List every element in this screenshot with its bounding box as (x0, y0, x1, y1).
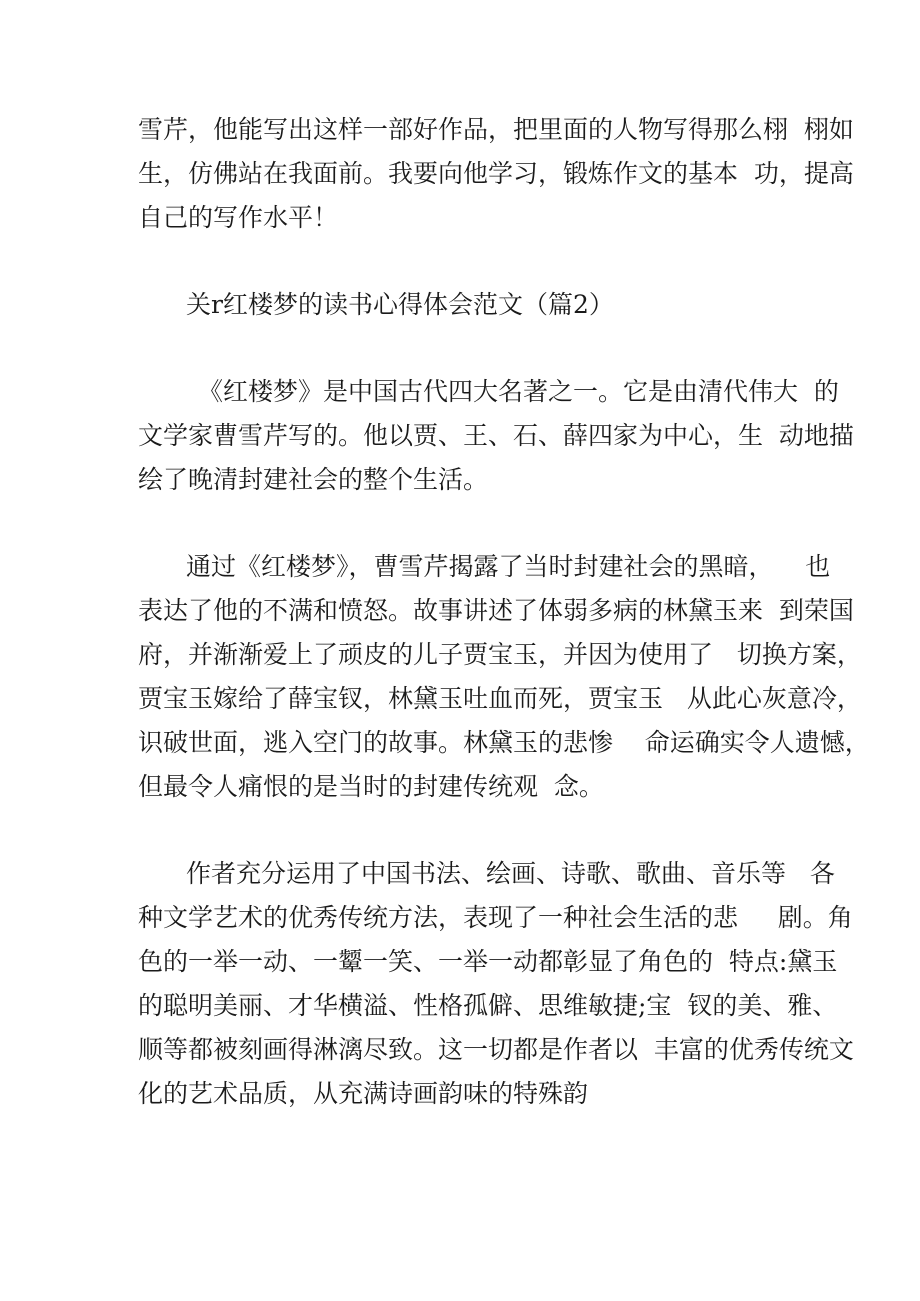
paragraph-line: 生，仿佛站在我面前。我要向他学习，锻炼作文的基本 功，提高 (138, 159, 854, 188)
paragraph-line: 的聪明美丽、才华横溢、性格孤僻、思维敏捷;宝 钗的美、雅、 (138, 991, 838, 1020)
paragraph-line: 表达了他的不满和愤怒。故事讲述了体弱多病的林黛玉来 到荣国 (138, 596, 854, 625)
paragraph-line: 贾宝玉嫁给了薛宝钗，林黛玉吐血而死，贾宝玉 从此心灰意冷， (138, 684, 862, 713)
paragraph-line: 但最令人痛恨的是当时的封建传统观 念。 (138, 772, 604, 801)
section-heading: 关r红楼梦的读书心得体会范文（篇2） (186, 290, 614, 319)
paragraph-line: 化的艺术品质，从充满诗画韵味的特殊韵 (138, 1079, 589, 1108)
paragraph-line: 府，并渐渐爱上了顽皮的儿子贾宝玉，并因为使用了 切换方案， (138, 640, 862, 669)
paragraph-line: 雪芹，他能写出这样一部好作品，把里面的人物写得那么栩 栩如 (138, 115, 854, 144)
paragraph-line: 色的一举一动、一颦一笑、一举一动都彰显了角色的 特点:黛玉 (138, 947, 838, 976)
paragraph-line: 自己的写作水平！ (138, 203, 339, 232)
paragraph-line: 文学家曹雪芹写的。他以贾、王、石、薛四家为中心，生 动地描 (138, 421, 854, 450)
paragraph-line: 种文学艺术的优秀传统方法，表现了一种社会生活的悲 剧。角 (138, 903, 853, 932)
paragraph-line: 识破世面，逃入空门的故事。林黛玉的悲惨 命运确实令人遗憾， (138, 728, 870, 757)
paragraph-line: 顺等都被刻画得淋漓尽致。这一切都是作者以 丰富的优秀传统文 (138, 1035, 854, 1064)
paragraph-line: 绘了晚清封建社会的整个生活。 (138, 465, 489, 494)
paragraph-line: 作者充分运用了中国书法、绘画、诗歌、歌曲、音乐等 各 (186, 859, 835, 888)
paragraph-line: 《红楼梦》是中国古代四大名著之一。它是由清代伟大 的 (198, 377, 839, 406)
paragraph-line: 通过《红楼梦》，曹雪芹揭露了当时封建社会的黑暗， 也 (186, 552, 831, 581)
